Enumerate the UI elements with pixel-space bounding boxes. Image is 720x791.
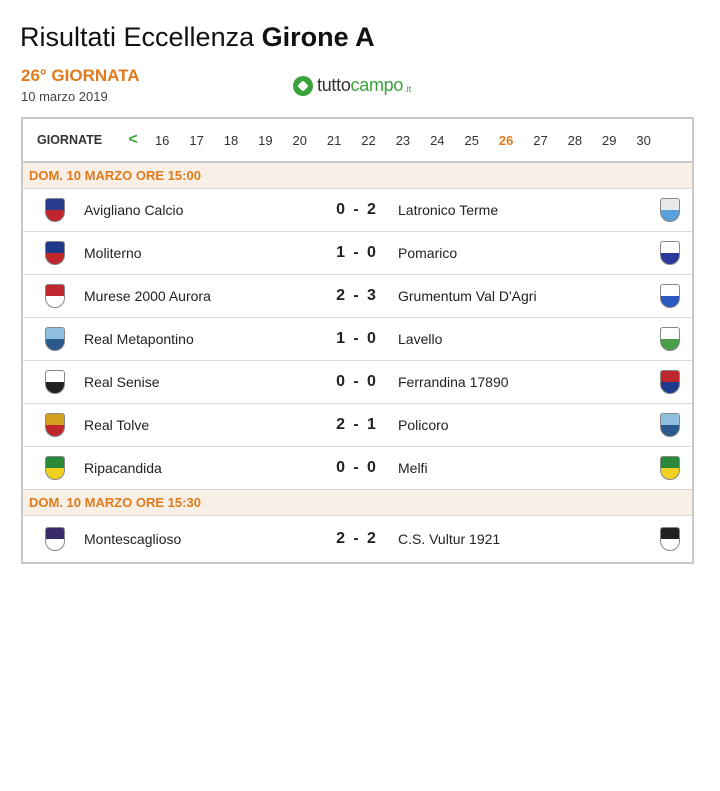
away-team[interactable]: Latronico Terme [398,202,499,218]
home-crest [43,282,67,310]
away-crest [658,368,682,396]
away-crest [658,525,682,553]
away-score: 0 [367,330,376,347]
home-team[interactable]: Murese 2000 Aurora [84,288,211,304]
chevron-left-icon[interactable]: < [128,131,138,148]
round-item-18[interactable]: 18 [223,132,239,148]
page-title [20,22,375,53]
rounds-label: GIORNATE [37,133,103,147]
home-team[interactable]: Real Senise [84,374,160,390]
round-item-29[interactable]: 29 [602,132,617,148]
away-score: 0 [367,459,376,476]
match-row[interactable] [23,189,692,232]
logo-part1: tutto [317,75,351,95]
home-crest [43,454,67,482]
away-team[interactable]: C.S. Vultur 1921 [398,531,501,547]
home-crest [43,239,67,267]
match-score [314,330,398,348]
home-crest [43,325,67,353]
match-row[interactable] [23,361,692,404]
home-team[interactable]: Avigliano Calcio [84,202,184,218]
home-score: 0 [336,459,345,476]
round-label: 26° GIORNATA [21,66,140,85]
away-team[interactable]: Ferrandina 17890 [398,374,509,390]
team-crest-icon [660,198,680,222]
away-crest [658,454,682,482]
score-separator: - [353,201,359,218]
match-row[interactable] [23,275,692,318]
team-crest-icon [660,413,680,437]
tuttocampo-logo[interactable] [293,75,411,96]
away-crest [658,411,682,439]
match-score [314,201,398,219]
round-item-26[interactable]: 26 [498,132,514,148]
rounds-list [145,133,661,148]
match-row[interactable] [23,447,692,490]
team-crest-icon [45,241,65,265]
away-score: 2 [367,530,376,547]
team-crest-icon [45,327,65,351]
away-team[interactable]: Grumentum Val D'Agri [398,288,537,304]
team-crest-icon [45,198,65,222]
home-crest [43,525,67,553]
title-main: Risultati Eccellenza [20,22,262,52]
match-row[interactable] [23,516,692,562]
round-item-25[interactable]: 25 [464,132,479,148]
home-score: 0 [336,201,345,218]
team-crest-icon [45,456,65,480]
team-crest-icon [660,284,680,308]
away-team[interactable]: Policoro [398,417,449,433]
match-score [314,416,398,434]
round-item-17[interactable]: 17 [189,132,204,148]
home-score: 1 [336,330,345,347]
group-header: DOM. 10 MARZO ORE 15:00 [23,163,692,189]
away-score: 1 [367,416,376,433]
home-crest [43,368,67,396]
home-score: 2 [336,530,345,547]
home-crest [43,196,67,224]
score-separator: - [353,287,359,304]
round-item-22[interactable]: 22 [361,132,376,148]
away-crest [658,282,682,310]
away-crest [658,325,682,353]
away-crest [658,239,682,267]
home-crest [43,411,67,439]
team-crest-icon [660,370,680,394]
match-row[interactable] [23,404,692,447]
score-separator: - [353,330,359,347]
logo-text [317,75,403,96]
match-score [314,287,398,305]
away-team[interactable]: Pomarico [398,245,458,261]
team-crest-icon [660,327,680,351]
home-score: 2 [336,416,345,433]
team-crest-icon [660,241,680,265]
round-item-27[interactable]: 27 [533,132,548,148]
team-crest-icon [660,527,680,551]
round-item-20[interactable]: 20 [292,132,307,148]
match-score [314,244,398,262]
score-separator: - [353,416,359,433]
team-crest-icon [45,370,65,394]
results-panel [21,117,694,564]
round-item-23[interactable]: 23 [395,132,411,148]
home-team[interactable]: Real Metapontino [84,331,194,347]
round-item-28[interactable]: 28 [567,132,583,148]
rounds-navigation [23,119,692,163]
group-header: DOM. 10 MARZO ORE 15:30 [23,490,692,516]
away-team[interactable]: Melfi [398,460,428,476]
team-crest-icon [45,527,65,551]
away-score: 3 [367,287,376,304]
title-bold: Girone A [261,22,375,52]
match-score [314,459,398,477]
home-score: 0 [336,373,345,390]
away-team[interactable]: Lavello [398,331,443,347]
home-score: 1 [336,244,345,261]
round-item-24[interactable]: 24 [430,132,445,148]
away-score: 2 [367,201,376,218]
round-date: 10 marzo 2019 [21,89,108,104]
score-separator: - [353,244,359,261]
score-separator: - [353,373,359,390]
soccer-ball-icon [293,76,313,96]
home-team[interactable]: Moliterno [84,245,142,261]
away-score: 0 [367,373,376,390]
away-score: 0 [367,244,376,261]
round-item-21[interactable]: 21 [326,132,342,148]
away-crest [658,196,682,224]
home-team[interactable]: Ripacandida [84,460,162,476]
round-item-19[interactable]: 19 [258,132,273,148]
round-item-16[interactable]: 16 [154,132,170,148]
home-team[interactable]: Real Tolve [84,417,150,433]
match-row[interactable] [23,318,692,361]
score-separator: - [353,459,359,476]
team-crest-icon [45,413,65,437]
match-row[interactable] [23,232,692,275]
match-score [314,373,398,391]
round-item-30[interactable]: 30 [636,132,651,148]
team-crest-icon [45,284,65,308]
match-score [314,530,398,548]
match-groups [23,163,692,562]
home-team[interactable]: Montescaglioso [84,531,182,547]
score-separator: - [353,530,359,547]
logo-part2: campo [350,75,404,95]
team-crest-icon [660,456,680,480]
home-score: 2 [336,287,345,304]
logo-suffix: .it [404,83,412,94]
